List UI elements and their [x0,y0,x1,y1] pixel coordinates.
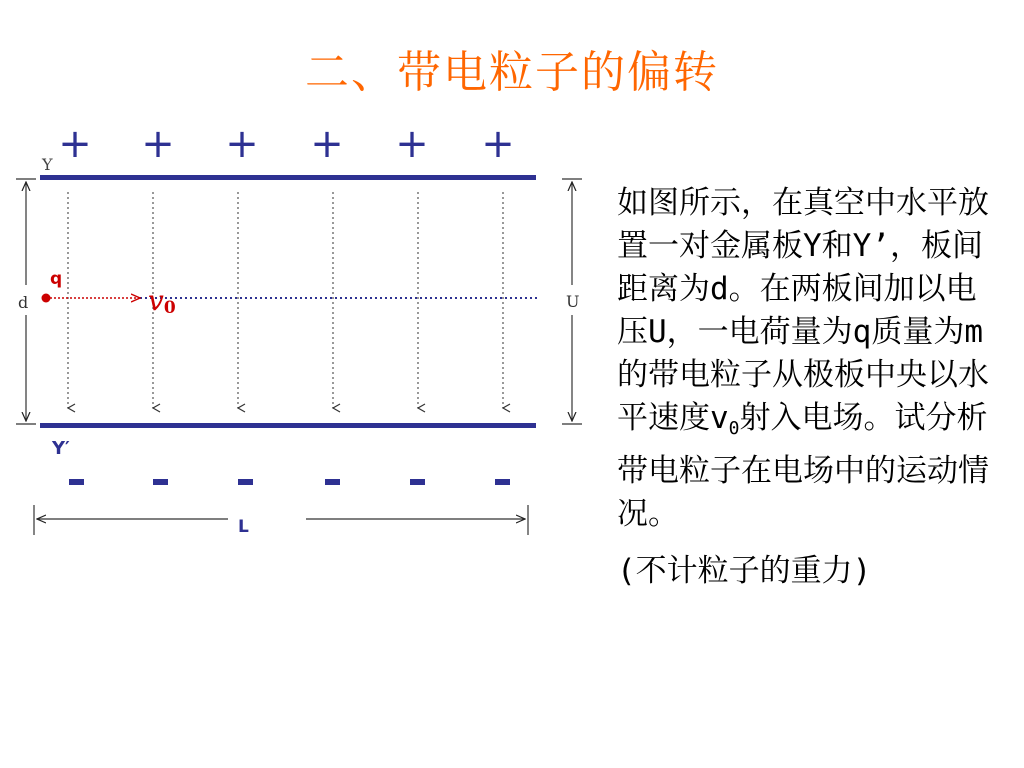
field-lines [68,192,503,408]
minus-sign [495,479,510,485]
minus-sign [153,479,168,485]
problem-statement [617,182,1007,536]
length-dimension [34,505,528,535]
bottom-plate-label: Y′ [52,438,70,459]
gravity-note: (不计粒子的重力) [617,553,872,589]
minus-sign [325,479,340,485]
velocity-symbol: v [148,284,164,317]
charge-label: q [50,269,63,289]
top-plate [40,175,536,180]
velocity-subscript-text: 0 [728,418,740,439]
statement-part-2: 射入电场。试分析带电粒子在电场中的运动情况。 [617,400,989,532]
minus-sign [410,479,425,485]
charged-particle [42,294,51,303]
bottom-plate [40,423,536,428]
problem-description [617,182,1007,593]
minus-sign [69,479,84,485]
top-plate-label: Y [42,155,53,174]
plus-sign: + [481,121,515,167]
velocity-label [148,284,176,318]
positive-charge-signs [58,121,515,167]
velocity-subscript: 0 [163,298,176,318]
voltage-label: U [566,292,580,311]
length-label: L [238,517,249,537]
plus-sign: + [58,121,92,167]
plus-sign: + [225,121,259,167]
slide-title: 二、带电粒子的偏转 [305,47,719,98]
plus-sign: + [310,121,344,167]
plus-sign: + [141,121,175,167]
plus-sign: + [395,121,429,167]
statement-part-1: 如图所示，在真空中水平放置一对金属板Y和Y’，板间距离为d。在两板间加以电压U，一电荷量为q质量为m的带电粒子从极板中央以水平速度v [617,185,989,436]
minus-sign [238,479,253,485]
gap-label: d [18,293,29,312]
negative-charge-signs [69,479,510,485]
